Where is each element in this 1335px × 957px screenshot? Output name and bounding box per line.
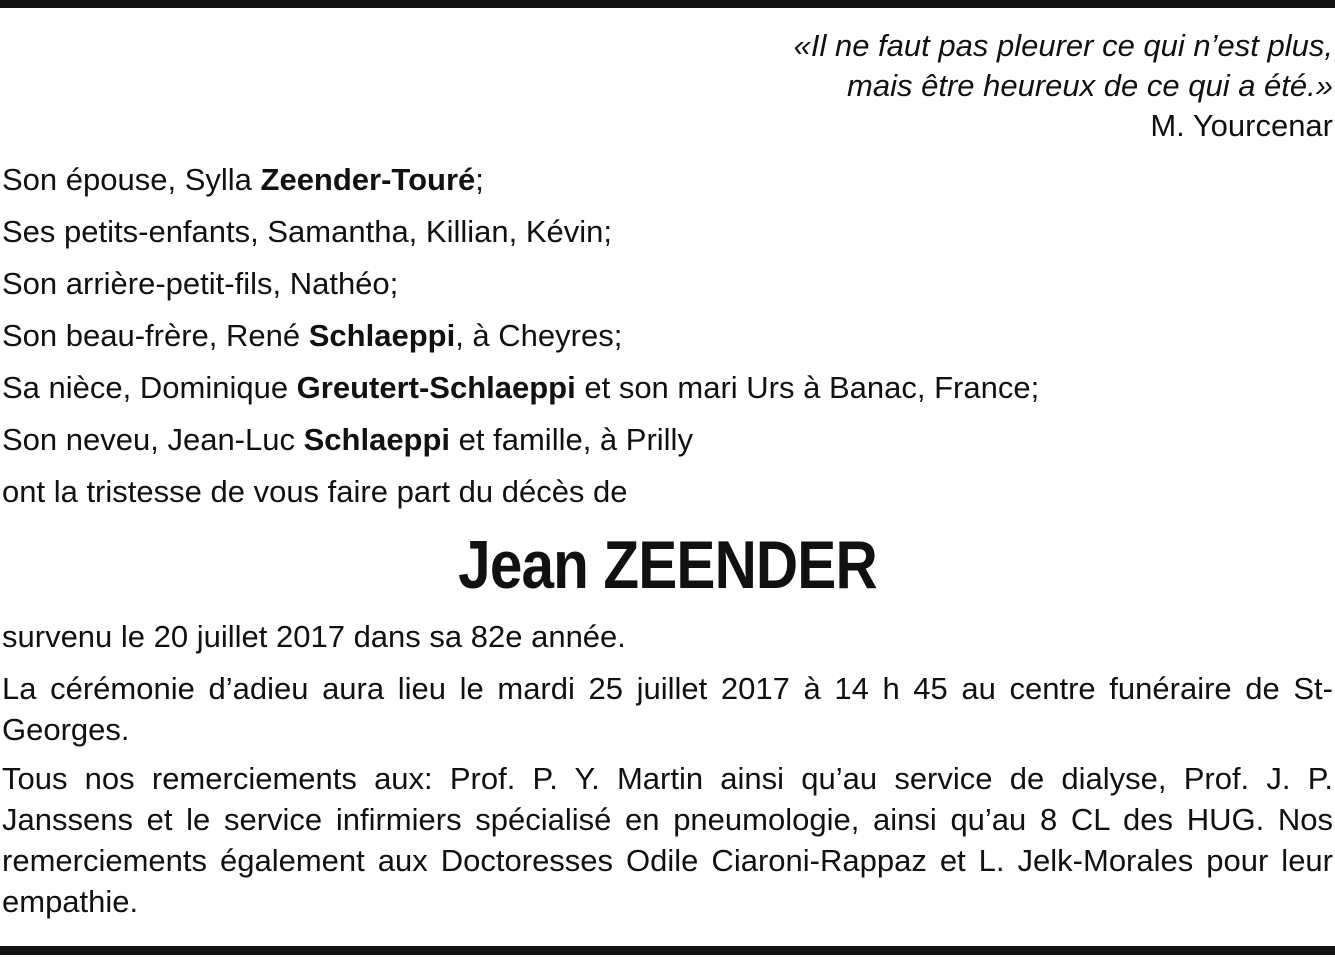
family-line: Son beau-frère, René Schlaeppi, à Cheyres; — [2, 318, 623, 353]
epigraph-quote — [794, 26, 1333, 146]
family-line: Son arrière-petit-fils, Nathéo; — [2, 266, 399, 301]
death-date-text: survenu le 20 juillet 2017 dans sa 82e année. — [2, 619, 626, 654]
family-line: Son neveu, Jean-Luc Schlaeppi et famille, à Prilly — [2, 422, 693, 457]
bottom-border-rule — [0, 946, 1335, 955]
family-line: Son épouse, Sylla Zeender-Touré; — [2, 162, 484, 197]
family-line: Ses petits-enfants, Samantha, Killian, Kévin; — [2, 214, 612, 249]
top-border-rule — [0, 0, 1335, 8]
quote-author: M. Yourcenar — [1150, 108, 1333, 143]
quote-line-1: «Il ne faut pas pleurer ce qui n’est plus, — [793, 28, 1333, 63]
family-list — [2, 154, 1039, 518]
ceremony-text: La cérémonie d’adieu aura lieu le mardi 25 juillet 2017 à 14 h 45 au centre funéraire de St-Georges. — [2, 671, 1333, 747]
thanks-text: Tous nos remerciements aux: Prof. P. Y. Martin ainsi qu’au service de dialyse, Prof. J. P. Janssens et le service infirmiers spécialisé en pneumologie, ainsi qu’au 8 CL des HUG. Nos remerciements également aux Doctoresses Odile Ciaroni-Rappaz et L. Jelk-Morales pour leur empathie. — [2, 761, 1333, 919]
deceased-name: Jean ZEENDER — [458, 527, 877, 603]
quote-line-2: mais être heureux de ce qui a été.» — [847, 68, 1333, 103]
announcement-line: ont la tristesse de vous faire part du décès de — [2, 474, 628, 509]
family-line: Sa nièce, Dominique Greutert-Schlaeppi et son mari Urs à Banac, France; — [2, 370, 1040, 405]
